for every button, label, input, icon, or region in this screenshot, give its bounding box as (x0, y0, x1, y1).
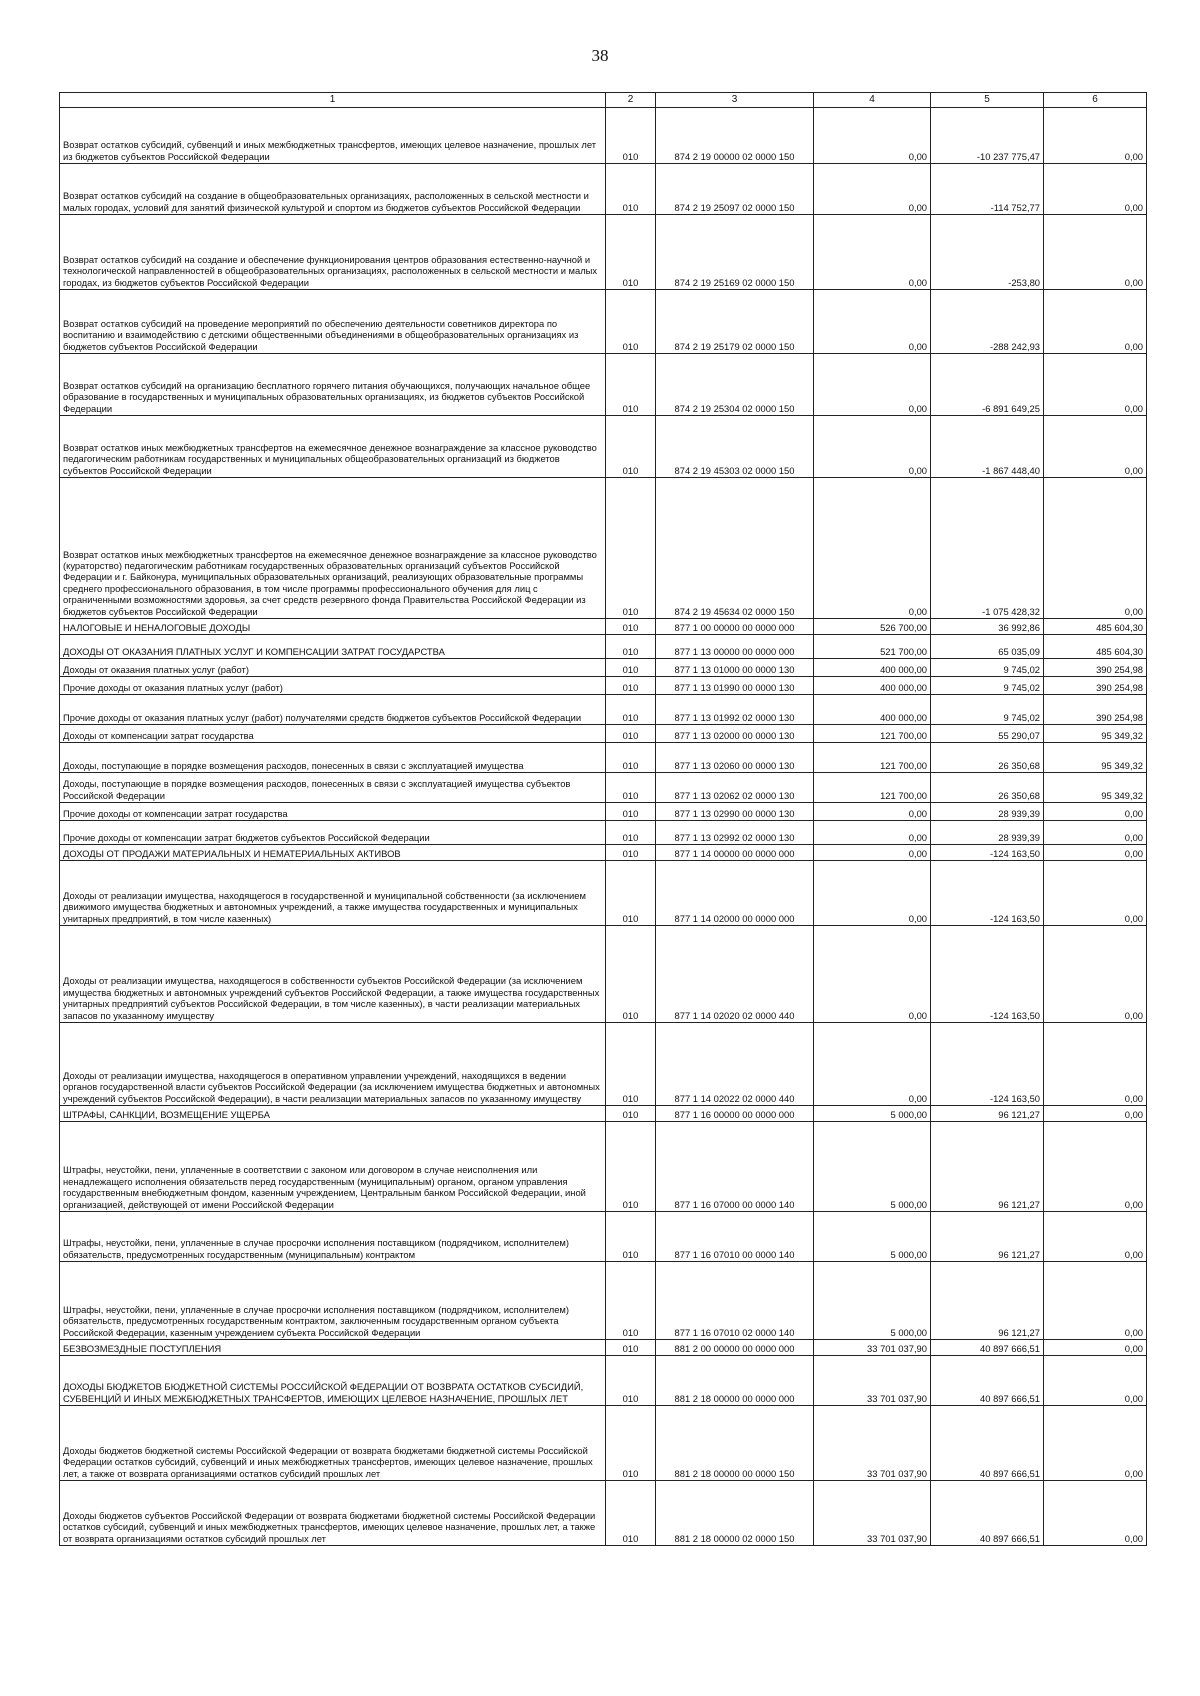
approved-plan-cell: 0,00 (814, 861, 931, 926)
line-code-cell: 010 (606, 743, 656, 773)
line-code-cell: 010 (606, 1023, 656, 1106)
table-row (60, 215, 1147, 290)
executed-cell: -124 163,50 (931, 845, 1044, 861)
income-name-cell: Доходы, поступающие в порядке возмещения расходов, понесенных в связи с эксплуатацией имущества (60, 743, 606, 773)
budget-code-cell: 874 2 19 45634 02 0000 150 (656, 478, 814, 619)
budget-code-cell: 877 1 13 01992 02 0000 130 (656, 695, 814, 725)
approved-plan-cell: 5 000,00 (814, 1106, 931, 1122)
executed-cell: 28 939,39 (931, 803, 1044, 821)
income-name-cell: Прочие доходы от компенсации затрат бюджетов субъектов Российской Федерации (60, 821, 606, 845)
income-name-cell: Возврат остатков субсидий на организацию бесплатного горячего питания обучающихся, получающих начальное общее образование в государственных и муниципальных образовательных организациях, из бюджетов субъектов Российской Федерации (60, 354, 606, 416)
unexecuted-cell: 95 349,32 (1044, 725, 1147, 743)
approved-plan-cell: 0,00 (814, 290, 931, 354)
table-row (60, 821, 1147, 845)
budget-code-cell: 874 2 19 00000 02 0000 150 (656, 108, 814, 164)
income-name-cell: Доходы бюджетов бюджетной системы Российской Федерации от возврата бюджетами бюджетной системы Российской Федерации остатков субсидий, субвенций и иных межбюджетных трансфертов, имеющих целевое назначение, прошлых лет, а также от возврата организациями остатков субсидий прошлых лет (60, 1406, 606, 1481)
budget-code-cell: 881 2 00 00000 00 0000 000 (656, 1340, 814, 1356)
column-header-3: 3 (656, 93, 814, 108)
executed-cell: 26 350,68 (931, 773, 1044, 803)
executed-cell: 96 121,27 (931, 1212, 1044, 1262)
executed-cell: 96 121,27 (931, 1262, 1044, 1340)
approved-plan-cell: 5 000,00 (814, 1212, 931, 1262)
budget-code-cell: 877 1 00 00000 00 0000 000 (656, 619, 814, 635)
income-name-cell: БЕЗВОЗМЕЗДНЫЕ ПОСТУПЛЕНИЯ (60, 1340, 606, 1356)
budget-code-cell: 877 1 13 02000 00 0000 130 (656, 725, 814, 743)
income-name-cell: ДОХОДЫ БЮДЖЕТОВ БЮДЖЕТНОЙ СИСТЕМЫ РОССИЙСКОЙ ФЕДЕРАЦИИ ОТ ВОЗВРАТА ОСТАТКОВ СУБСИДИЙ, СУБВЕНЦИЙ И ИНЫХ МЕЖБЮДЖЕТНЫХ ТРАНСФЕРТОВ, ИМЕЮЩИХ ЦЕЛЕВОЕ НАЗНАЧЕНИЕ, ПРОШЛЫХ ЛЕТ (60, 1356, 606, 1406)
unexecuted-cell: 0,00 (1044, 821, 1147, 845)
table-row (60, 803, 1147, 821)
column-header-4: 4 (814, 93, 931, 108)
budget-code-cell: 874 2 19 25169 02 0000 150 (656, 215, 814, 290)
approved-plan-cell: 0,00 (814, 354, 931, 416)
budget-code-cell: 874 2 19 25179 02 0000 150 (656, 290, 814, 354)
unexecuted-cell: 0,00 (1044, 416, 1147, 478)
unexecuted-cell: 0,00 (1044, 1356, 1147, 1406)
budget-code-cell: 881 2 18 00000 00 0000 000 (656, 1356, 814, 1406)
table-row (60, 108, 1147, 164)
income-name-cell: Прочие доходы от компенсации затрат государства (60, 803, 606, 821)
table-body (60, 108, 1147, 1546)
budget-code-cell: 881 2 18 00000 02 0000 150 (656, 1481, 814, 1546)
approved-plan-cell: 0,00 (814, 416, 931, 478)
line-code-cell: 010 (606, 1212, 656, 1262)
budget-code-cell: 877 1 13 02060 00 0000 130 (656, 743, 814, 773)
approved-plan-cell: 0,00 (814, 108, 931, 164)
approved-plan-cell: 521 700,00 (814, 635, 931, 659)
unexecuted-cell: 485 604,30 (1044, 619, 1147, 635)
unexecuted-cell: 0,00 (1044, 164, 1147, 215)
unexecuted-cell: 390 254,98 (1044, 695, 1147, 725)
budget-code-cell: 877 1 16 07010 00 0000 140 (656, 1212, 814, 1262)
column-number-row (60, 93, 1147, 108)
table-row (60, 635, 1147, 659)
unexecuted-cell: 0,00 (1044, 1122, 1147, 1212)
table-row (60, 773, 1147, 803)
column-header-1: 1 (60, 93, 606, 108)
unexecuted-cell: 0,00 (1044, 845, 1147, 861)
income-name-cell: НАЛОГОВЫЕ И НЕНАЛОГОВЫЕ ДОХОДЫ (60, 619, 606, 635)
table-row (60, 290, 1147, 354)
table-row (60, 1340, 1147, 1356)
unexecuted-cell: 0,00 (1044, 354, 1147, 416)
line-code-cell: 010 (606, 108, 656, 164)
unexecuted-cell: 0,00 (1044, 1340, 1147, 1356)
executed-cell: -124 163,50 (931, 861, 1044, 926)
income-name-cell: Доходы от реализации имущества, находящегося в государственной и муниципальной собственности (за исключением движимого имущества бюджетных и автономных учреждений, а также имущества государственных и муниципальных унитарных предприятий, в том числе казенных) (60, 861, 606, 926)
approved-plan-cell: 33 701 037,90 (814, 1340, 931, 1356)
income-name-cell: Возврат остатков субсидий на проведение мероприятий по обеспечению деятельности советников директора по воспитанию и взаимодействию с детскими общественными объединениями в общеобразовательных организациях из бюджетов субъектов Российской Федерации (60, 290, 606, 354)
budget-code-cell: 874 2 19 25097 02 0000 150 (656, 164, 814, 215)
budget-code-cell: 874 2 19 25304 02 0000 150 (656, 354, 814, 416)
line-code-cell: 010 (606, 416, 656, 478)
executed-cell: -1 075 428,32 (931, 478, 1044, 619)
income-name-cell: Доходы от оказания платных услуг (работ) (60, 659, 606, 677)
income-name-cell: Прочие доходы от оказания платных услуг (работ) получателями средств бюджетов субъектов Российской Федерации (60, 695, 606, 725)
income-name-cell: Штрафы, неустойки, пени, уплаченные в случае просрочки исполнения поставщиком (подрядчиком, исполнителем) обязательств, предусмотренных государственным контрактом, заключенным государственным органом субъекта Российской Федерации, казенным учреждением субъекта Российской Федерации (60, 1262, 606, 1340)
table-row (60, 861, 1147, 926)
unexecuted-cell: 0,00 (1044, 1023, 1147, 1106)
budget-code-cell: 877 1 14 02000 00 0000 000 (656, 861, 814, 926)
approved-plan-cell: 400 000,00 (814, 695, 931, 725)
line-code-cell: 010 (606, 695, 656, 725)
table-row (60, 1023, 1147, 1106)
executed-cell: 96 121,27 (931, 1106, 1044, 1122)
income-name-cell: Возврат остатков иных межбюджетных трансфертов на ежемесячное денежное вознаграждение за классное руководство (кураторство) педагогическим работникам государственных образовательных организаций субъектов Российской Федерации и г. Байконура, муниципальных образовательных организаций, реализующих образовательные программы среднего профессионального образования, в том числе программы профессионального обучения для лиц с ограниченными возможностями здоровья, за счет средств резервного фонда Правительства Российской Федерации из бюджетов субъектов Российской Федерации (60, 478, 606, 619)
income-name-cell: ШТРАФЫ, САНКЦИИ, ВОЗМЕЩЕНИЕ УЩЕРБА (60, 1106, 606, 1122)
budget-code-cell: 877 1 14 00000 00 0000 000 (656, 845, 814, 861)
executed-cell: 9 745,02 (931, 659, 1044, 677)
executed-cell: 28 939,39 (931, 821, 1044, 845)
budget-code-cell: 881 2 18 00000 00 0000 150 (656, 1406, 814, 1481)
approved-plan-cell: 121 700,00 (814, 743, 931, 773)
budget-code-cell: 877 1 16 07000 00 0000 140 (656, 1122, 814, 1212)
line-code-cell: 010 (606, 1106, 656, 1122)
unexecuted-cell: 485 604,30 (1044, 635, 1147, 659)
table-row (60, 478, 1147, 619)
unexecuted-cell: 0,00 (1044, 861, 1147, 926)
unexecuted-cell: 0,00 (1044, 1106, 1147, 1122)
budget-code-cell: 874 2 19 45303 02 0000 150 (656, 416, 814, 478)
line-code-cell: 010 (606, 821, 656, 845)
approved-plan-cell: 0,00 (814, 478, 931, 619)
table-row (60, 845, 1147, 861)
line-code-cell: 010 (606, 290, 656, 354)
approved-plan-cell: 0,00 (814, 845, 931, 861)
executed-cell: 40 897 666,51 (931, 1481, 1044, 1546)
table-row (60, 1212, 1147, 1262)
line-code-cell: 010 (606, 926, 656, 1023)
unexecuted-cell: 95 349,32 (1044, 773, 1147, 803)
revenue-table (59, 92, 1147, 1546)
income-name-cell: ДОХОДЫ ОТ ОКАЗАНИЯ ПЛАТНЫХ УСЛУГ И КОМПЕНСАЦИИ ЗАТРАТ ГОСУДАРСТВА (60, 635, 606, 659)
income-name-cell: Прочие доходы от оказания платных услуг (работ) (60, 677, 606, 695)
executed-cell: -253,80 (931, 215, 1044, 290)
executed-cell: 9 745,02 (931, 677, 1044, 695)
table-row (60, 416, 1147, 478)
line-code-cell: 010 (606, 861, 656, 926)
executed-cell: -10 237 775,47 (931, 108, 1044, 164)
approved-plan-cell: 0,00 (814, 803, 931, 821)
line-code-cell: 010 (606, 659, 656, 677)
income-name-cell: Доходы от компенсации затрат государства (60, 725, 606, 743)
table-row (60, 1356, 1147, 1406)
executed-cell: 65 035,09 (931, 635, 1044, 659)
approved-plan-cell: 0,00 (814, 1023, 931, 1106)
unexecuted-cell: 95 349,32 (1044, 743, 1147, 773)
income-name-cell: Доходы от реализации имущества, находящегося в оперативном управлении учреждений, находящихся в ведении органов государственной власти субъектов Российской Федерации (за исключением имущества бюджетных и автономных учреждений субъектов Российской Федерации), в части реализации материальных запасов по указанному имуществу (60, 1023, 606, 1106)
unexecuted-cell: 0,00 (1044, 108, 1147, 164)
column-header-6: 6 (1044, 93, 1147, 108)
income-name-cell: Штрафы, неустойки, пени, уплаченные в случае просрочки исполнения поставщиком (подрядчиком, исполнителем) обязательств, предусмотренных государственным (муниципальным) контрактом (60, 1212, 606, 1262)
executed-cell: -6 891 649,25 (931, 354, 1044, 416)
budget-code-cell: 877 1 14 02022 02 0000 440 (656, 1023, 814, 1106)
approved-plan-cell: 33 701 037,90 (814, 1356, 931, 1406)
approved-plan-cell: 400 000,00 (814, 659, 931, 677)
executed-cell: 55 290,07 (931, 725, 1044, 743)
unexecuted-cell: 0,00 (1044, 290, 1147, 354)
budget-code-cell: 877 1 13 02062 02 0000 130 (656, 773, 814, 803)
table-row (60, 1122, 1147, 1212)
income-name-cell: Доходы от реализации имущества, находящегося в собственности субъектов Российской Федерации (за исключением имущества бюджетных и автономных учреждений субъектов Российской Федерации, а также имущества государственных унитарных предприятий субъектов Российской Федерации, в том числе казенных), в части реализации материальных запасов по указанному имуществу (60, 926, 606, 1023)
approved-plan-cell: 400 000,00 (814, 677, 931, 695)
executed-cell: 96 121,27 (931, 1122, 1044, 1212)
line-code-cell: 010 (606, 1340, 656, 1356)
unexecuted-cell: 0,00 (1044, 1212, 1147, 1262)
executed-cell: 40 897 666,51 (931, 1340, 1044, 1356)
line-code-cell: 010 (606, 725, 656, 743)
budget-code-cell: 877 1 13 00000 00 0000 000 (656, 635, 814, 659)
line-code-cell: 010 (606, 478, 656, 619)
income-name-cell: Штрафы, неустойки, пени, уплаченные в соответствии с законом или договором в случае неисполнения или ненадлежащего исполнения обязательств перед государственным (муниципальным) органом, органом управления государственным внебюджетным фондом, казенным учреждением, Центральным банком Российской Федерации, иной организацией, действующей от имени Российской Федерации (60, 1122, 606, 1212)
line-code-cell: 010 (606, 1262, 656, 1340)
table-row (60, 659, 1147, 677)
executed-cell: -124 163,50 (931, 926, 1044, 1023)
line-code-cell: 010 (606, 215, 656, 290)
line-code-cell: 010 (606, 773, 656, 803)
approved-plan-cell: 0,00 (814, 821, 931, 845)
line-code-cell: 010 (606, 677, 656, 695)
table-row (60, 677, 1147, 695)
executed-cell: 9 745,02 (931, 695, 1044, 725)
executed-cell: -124 163,50 (931, 1023, 1044, 1106)
executed-cell: -114 752,77 (931, 164, 1044, 215)
income-name-cell: Доходы бюджетов субъектов Российской Федерации от возврата бюджетами бюджетной системы Российской Федерации остатков субсидий, субвенций и иных межбюджетных трансфертов, имеющих целевое назначение, прошлых лет, а также от возврата организациями остатков субсидий прошлых лет (60, 1481, 606, 1546)
table-row (60, 1106, 1147, 1122)
column-header-2: 2 (606, 93, 656, 108)
income-name-cell: ДОХОДЫ ОТ ПРОДАЖИ МАТЕРИАЛЬНЫХ И НЕМАТЕРИАЛЬНЫХ АКТИВОВ (60, 845, 606, 861)
unexecuted-cell: 0,00 (1044, 215, 1147, 290)
line-code-cell: 010 (606, 635, 656, 659)
income-name-cell: Возврат остатков субсидий на создание в общеобразовательных организациях, расположенных в сельской местности и малых городах, условий для занятий физической культурой и спортом из бюджетов субъектов Российской Федерации (60, 164, 606, 215)
line-code-cell: 010 (606, 1481, 656, 1546)
line-code-cell: 010 (606, 1122, 656, 1212)
unexecuted-cell: 0,00 (1044, 1262, 1147, 1340)
table-row (60, 1481, 1147, 1546)
line-code-cell: 010 (606, 354, 656, 416)
income-name-cell: Возврат остатков иных межбюджетных трансфертов на ежемесячное денежное вознаграждение за классное руководство педагогическим работникам государственных и муниципальных общеобразовательных организаций из бюджетов субъектов Российской Федерации (60, 416, 606, 478)
table-row (60, 354, 1147, 416)
budget-code-cell: 877 1 16 00000 00 0000 000 (656, 1106, 814, 1122)
approved-plan-cell: 121 700,00 (814, 773, 931, 803)
approved-plan-cell: 0,00 (814, 215, 931, 290)
executed-cell: 40 897 666,51 (931, 1356, 1044, 1406)
unexecuted-cell: 390 254,98 (1044, 659, 1147, 677)
executed-cell: 36 992,86 (931, 619, 1044, 635)
approved-plan-cell: 0,00 (814, 926, 931, 1023)
approved-plan-cell: 33 701 037,90 (814, 1481, 931, 1546)
approved-plan-cell: 121 700,00 (814, 725, 931, 743)
table-row (60, 164, 1147, 215)
executed-cell: 26 350,68 (931, 743, 1044, 773)
income-name-cell: Доходы, поступающие в порядке возмещения расходов, понесенных в связи с эксплуатацией имущества субъектов Российской Федерации (60, 773, 606, 803)
budget-code-cell: 877 1 13 01990 00 0000 130 (656, 677, 814, 695)
budget-code-cell: 877 1 14 02020 02 0000 440 (656, 926, 814, 1023)
income-name-cell: Возврат остатков субсидий, субвенций и иных межбюджетных трансфертов, имеющих целевое назначение, прошлых лет из бюджетов субъектов Российской Федерации (60, 108, 606, 164)
budget-code-cell: 877 1 13 02990 00 0000 130 (656, 803, 814, 821)
table-row (60, 619, 1147, 635)
executed-cell: -1 867 448,40 (931, 416, 1044, 478)
line-code-cell: 010 (606, 1406, 656, 1481)
income-name-cell: Возврат остатков субсидий на создание и обеспечение функционирования центров образования естественно-научной и технологической направленностей в общеобразовательных организациях, расположенных в сельской местности и малых городах, из бюджетов субъектов Российской Федерации (60, 215, 606, 290)
executed-cell: -288 242,93 (931, 290, 1044, 354)
table-row (60, 743, 1147, 773)
unexecuted-cell: 0,00 (1044, 926, 1147, 1023)
table-row (60, 1262, 1147, 1340)
approved-plan-cell: 5 000,00 (814, 1262, 931, 1340)
budget-code-cell: 877 1 16 07010 02 0000 140 (656, 1262, 814, 1340)
table-row (60, 926, 1147, 1023)
line-code-cell: 010 (606, 164, 656, 215)
unexecuted-cell: 0,00 (1044, 1406, 1147, 1481)
table-row (60, 1406, 1147, 1481)
approved-plan-cell: 526 700,00 (814, 619, 931, 635)
approved-plan-cell: 33 701 037,90 (814, 1406, 931, 1481)
unexecuted-cell: 0,00 (1044, 478, 1147, 619)
line-code-cell: 010 (606, 1356, 656, 1406)
line-code-cell: 010 (606, 619, 656, 635)
executed-cell: 40 897 666,51 (931, 1406, 1044, 1481)
unexecuted-cell: 0,00 (1044, 1481, 1147, 1546)
page-number: 38 (591, 46, 609, 65)
table-row (60, 695, 1147, 725)
table-row (60, 725, 1147, 743)
line-code-cell: 010 (606, 845, 656, 861)
unexecuted-cell: 0,00 (1044, 803, 1147, 821)
line-code-cell: 010 (606, 803, 656, 821)
budget-code-cell: 877 1 13 01000 00 0000 130 (656, 659, 814, 677)
column-header-5: 5 (931, 93, 1044, 108)
unexecuted-cell: 390 254,98 (1044, 677, 1147, 695)
budget-code-cell: 877 1 13 02992 02 0000 130 (656, 821, 814, 845)
approved-plan-cell: 0,00 (814, 164, 931, 215)
approved-plan-cell: 5 000,00 (814, 1122, 931, 1212)
